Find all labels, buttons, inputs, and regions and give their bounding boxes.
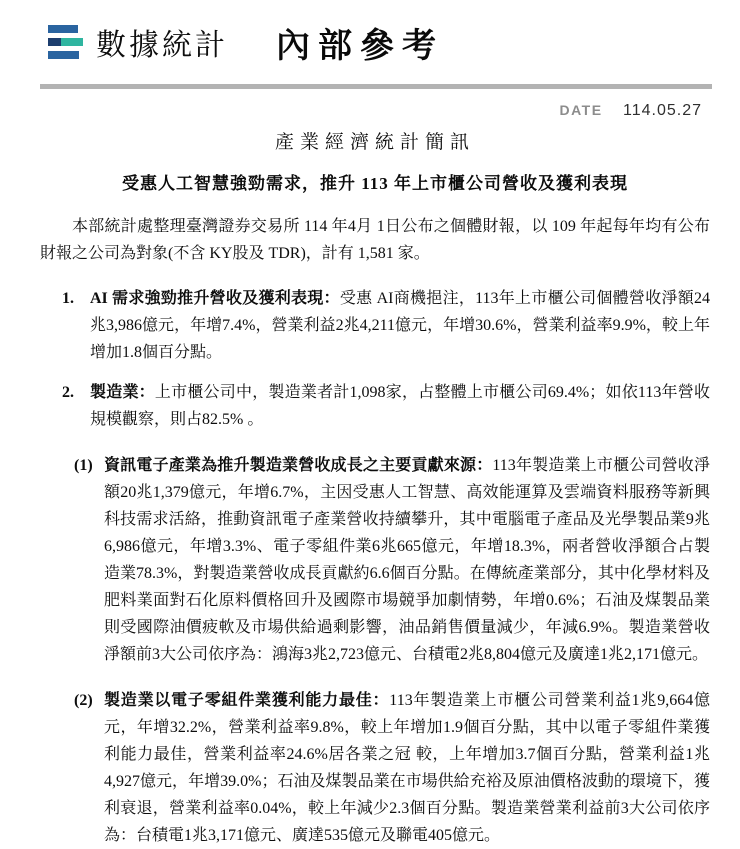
sublist-item-1 [40, 452, 710, 668]
sublist-item-2 [40, 687, 710, 849]
list-item-2-text: 上市櫃公司中，製造業者計1,098家，占整體上市櫃公司69.4%；如依113年營收規模觀察，則占82.5% 。 [90, 384, 710, 428]
logo-bar-middle [48, 38, 84, 46]
sublist-item-1-label: 資訊電子產業為推升製造業營收成長之主要貢獻來源： [104, 457, 493, 474]
sublist-item-2-text: 113年製造業上市櫃公司營業利益1兆9,664億元，年增32.2%，營業利益率9.8%，較上年增加1.9個百分點，其中以電子零組件業獲利能力最佳，營業利益率24.6%居各業之冠 較，上年增加3.7個百分點，營業利益1兆4,927億元，年增39.0%；石油及煤製品業在市場供給充裕及原油價格波動的環境下，獲利衰退，營業利益率0.04%，較上年減少2.3個百分點。製造業營業利益前3大公司依序為：台積電1兆3,171億元、廣達535億元及聯電405億元。 [104, 692, 710, 844]
date-value: 114.05.27 [623, 102, 702, 119]
headline: 受惠人工智慧強勁需求，推升 113 年上市櫃公司營收及獲利表現 [121, 174, 629, 193]
document-body [0, 127, 740, 849]
sublist-item-2-number: (2) [74, 692, 93, 709]
list-item-2-number: 2. [62, 384, 74, 401]
intro-paragraph: 本部統計處整理臺灣證券交易所 114 年4月 1日公布之個體財報，以 109 年起每年均有公布財報之公司為對象(不含 KY股及 TDR)，計有 1,581 家。 [40, 218, 710, 262]
sublist-item-1-number: (1) [74, 457, 93, 474]
sublist-item-2-label: 製造業以電子零組件業獲利能力最佳： [104, 692, 390, 709]
list-item-2-label: 製造業： [90, 384, 155, 401]
header-divider [40, 84, 712, 89]
logo-bar-middle-navy [48, 38, 61, 46]
list-item-2 [40, 379, 710, 433]
classification-title: 內部參考 [276, 27, 444, 65]
masthead [0, 0, 740, 68]
list-item-1 [40, 285, 710, 366]
date-row [0, 102, 740, 120]
date-label: DATE [559, 102, 603, 118]
logo-bar-bottom [48, 51, 79, 59]
sublist-item-1-text: 113年製造業上市櫃公司營收淨額20兆1,379億元，年增6.7%，主因受惠人工智慧、高效能運算及雲端資料服務等新興科技需求活絡，推動資訊電子產業營收持續攀升，其中電腦電子產品及光學製品業9兆6,986億元，年增3.3%、電子零組件業6兆665億元，年增18.3%，兩者營收淨額合占製造業78.3%，對製造業營收成長貢獻約6.6個百分點。在傳統產業部分，其中化學材料及肥料業面對石化原料價格回升及國際市場競爭加劇情勢，年增0.6%；石油及煤製品業則受國際油價疲軟及市場供給過剩影響，油品銷售價量減少，年減6.9%。製造業營收淨額前3大公司依序為：鴻海3兆2,723億元、台積電2兆8,804億元及廣達1兆2,171億元。 [104, 457, 710, 663]
logo-bar-top [48, 25, 78, 33]
list-item-1-text: 受惠 AI商機挹注，113年上市櫃公司個體營收淨額24兆3,986億元，年增7.4%，營業利益2兆4,211億元，年增30.6%，營業利益率9.9%，較上年增加1.8個百分點。 [90, 290, 710, 361]
brand-name: 數據統計 [96, 29, 228, 62]
list-item-1-label: AI 需求強勁推升營收及獲利表現： [90, 290, 340, 307]
brand [48, 20, 228, 64]
logo-bar-middle-teal [61, 38, 83, 46]
list-item-1-number: 1. [62, 290, 74, 307]
document-title: 產業經濟統計簡訊 [274, 132, 475, 153]
stats-logo-icon [48, 25, 84, 59]
